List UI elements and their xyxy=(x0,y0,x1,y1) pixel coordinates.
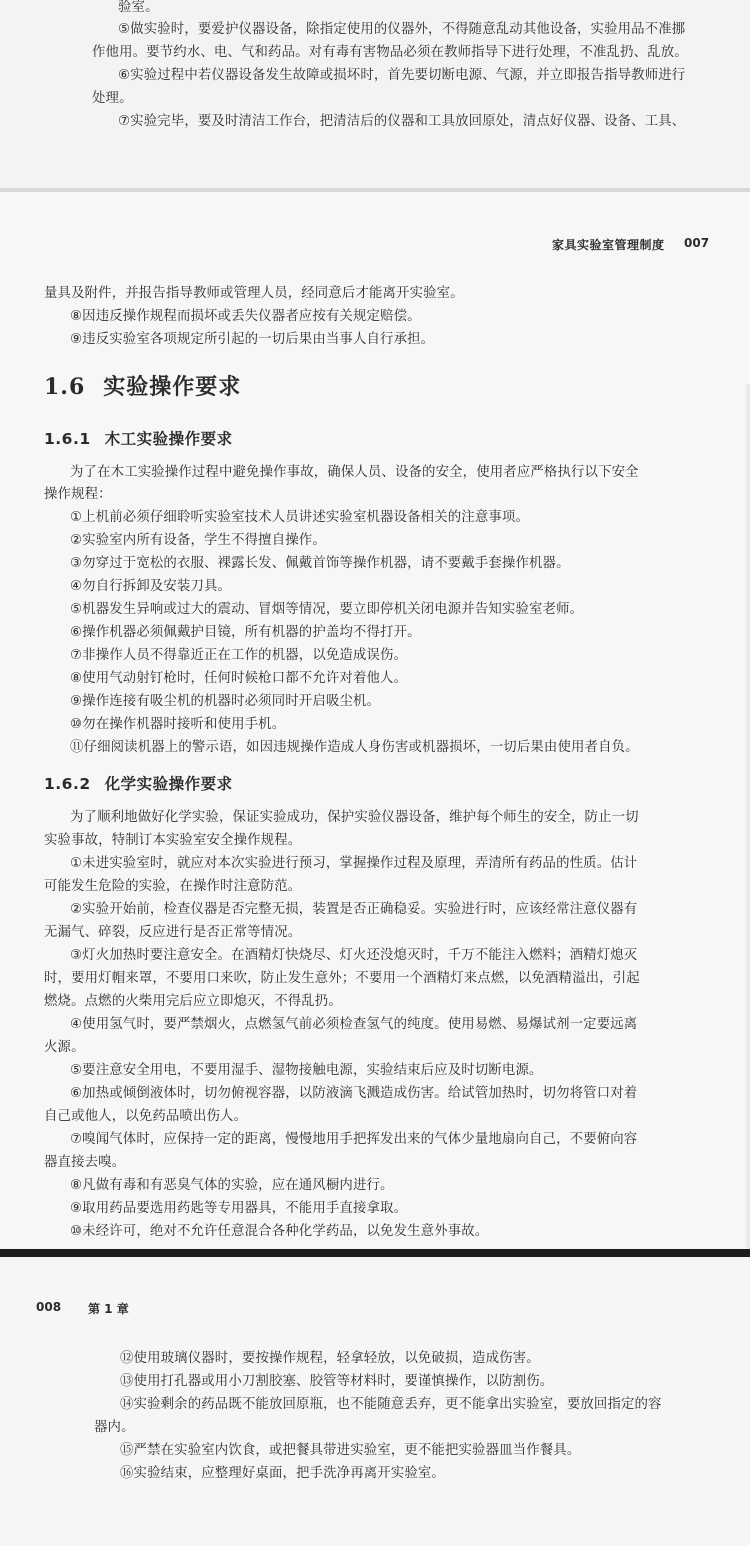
list-item: ③勿穿过于宽松的衣服、裸露长发、佩戴首饰等操作机器，请不要戴手套操作机器。 xyxy=(70,556,570,571)
list-item: ①未进实验室时，就应对本次实验进行预习，掌握操作过程及原理，弄清所有药品的性质。估计 xyxy=(70,856,638,871)
text-line: 燃烧。点燃的火柴用完后应立即熄灭，不得乱扔。 xyxy=(44,994,342,1009)
text-line: 自己或他人，以免药品喷出伤人。 xyxy=(44,1109,248,1124)
list-item: ⑫使用玻璃仪器时，要按操作规程，轻拿轻放，以免破损，造成伤害。 xyxy=(120,1351,540,1366)
text-line: ⑧因违反操作规程而损坏或丢失仪器者应按有关规定赔偿。 xyxy=(70,309,421,324)
top-page-fragment xyxy=(0,0,750,188)
section-number: 1.6 xyxy=(44,374,86,400)
text-line: 量具及附件，并报告指导教师或管理人员，经同意后才能离开实验室。 xyxy=(44,286,464,301)
page-divider xyxy=(0,1249,750,1257)
list-item: ⑥加热或倾倒液体时，切勿俯视容器，以防液滴飞溅造成伤害。给试管加热时，切勿将管口对着 xyxy=(70,1086,638,1101)
text-line: 实验事故，特制订本实验室安全操作规程。 xyxy=(44,833,302,848)
page-number: 007 xyxy=(684,236,710,250)
text-line: 操作规程： xyxy=(44,487,112,502)
list-item: ⑯实验结束，应整理好桌面，把手洗净再离开实验室。 xyxy=(120,1466,445,1481)
chapter-label: 第 1 章 xyxy=(88,1302,129,1316)
text-line: 处理。 xyxy=(92,91,133,106)
list-item: ①上机前必须仔细聆听实验室技术人员讲述实验室机器设备相关的注意事项。 xyxy=(70,510,529,525)
page-edge-shadow xyxy=(744,384,750,1249)
text-line: 无漏气、碎裂，反应进行是否正常等情况。 xyxy=(44,925,302,940)
text-line: 火源。 xyxy=(44,1040,85,1055)
section-title: 实验操作要求 xyxy=(103,375,242,400)
text-line: ⑦实验完毕，要及时清洁工作台，把清洁后的仪器和工具放回原处，清点好仪器、设备、工具、 xyxy=(118,114,686,129)
list-item: ⑩未经许可，绝对不允许任意混合各种化学药品，以免发生意外事故。 xyxy=(70,1224,489,1239)
list-item: ⑬使用打孔器或用小刀割胶塞、胶管等材料时，要谨慎操作，以防割伤。 xyxy=(120,1374,554,1389)
subsection-heading xyxy=(44,772,233,794)
text-line: ⑥实验过程中若仪器设备发生故障或损坏时，首先要切断电源、气源，并立即报告指导教师进行 xyxy=(118,68,686,83)
list-item: ⑩勿在操作机器时接听和使用手机。 xyxy=(70,717,286,732)
text-line: 验室。 xyxy=(118,0,159,15)
text-line: ⑨违反实验室各项规定所引起的一切后果由当事人自行承担。 xyxy=(70,332,435,347)
text-line: ⑤做实验时，要爱护仪器设备，除指定使用的仪器外，不得随意乱动其他设备，实验用品不准挪 xyxy=(118,22,686,37)
list-item: ④使用氢气时，要严禁烟火，点燃氢气前必须检查氢气的纯度。使用易燃、易爆试剂一定要远离 xyxy=(70,1017,638,1032)
list-item: ④勿自行拆卸及安装刀具。 xyxy=(70,579,232,594)
subsection-number: 1.6.1 xyxy=(44,430,91,448)
text-line: 器直接去嗅。 xyxy=(44,1155,126,1170)
list-item: ⑤要注意安全用电，不要用湿手、湿物接触电源，实验结束后应及时切断电源。 xyxy=(70,1063,543,1078)
list-item: ⑮严禁在实验室内饮食，或把餐具带进实验室，更不能把实验器皿当作餐具。 xyxy=(120,1443,581,1458)
list-item: ⑥操作机器必须佩戴护目镜，所有机器的护盖均不得打开。 xyxy=(70,625,421,640)
page-number: 008 xyxy=(36,1300,62,1314)
text-line: 时，要用灯帽来罩，不要用口来吹，防止发生意外；不要用一个酒精灯来点燃，以免酒精溢出，引起 xyxy=(44,971,640,986)
text-line: 作他用。要节约水、电、气和药品。对有毒有害物品必须在教师指导下进行处理，不准乱扔、乱放。 xyxy=(92,45,688,60)
list-item: ⑧使用气动射钉枪时，任何时候枪口都不允许对着他人。 xyxy=(70,671,408,686)
list-item: ②实验室内所有设备，学生不得擅自操作。 xyxy=(70,533,326,548)
list-item: ⑪仔细阅读机器上的警示语，如因违规操作造成人身伤害或机器损坏，一切后果由使用者自负。 xyxy=(70,740,639,755)
list-item: ⑤机器发生异响或过大的震动、冒烟等情况，要立即停机关闭电源并告知实验室老师。 xyxy=(70,602,584,617)
subsection-number: 1.6.2 xyxy=(44,775,91,793)
section-heading xyxy=(44,370,241,401)
subsection-heading xyxy=(44,427,233,449)
list-item: ⑦嗅闻气体时，应保持一定的距离，慢慢地用手把挥发出来的气体少量地扇向自己，不要俯向容 xyxy=(70,1132,638,1147)
list-item: ⑭实验剩余的药品既不能放回原瓶，也不能随意丢弃，更不能拿出实验室，要放回指定的容 xyxy=(120,1397,662,1412)
text-line: 可能发生危险的实验，在操作时注意防范。 xyxy=(44,879,302,894)
list-item: ②实验开始前，检查仪器是否完整无损，装置是否正确稳妥。实验进行时，应该经常注意仪器有 xyxy=(70,902,638,917)
list-item: ⑦非操作人员不得靠近正在工作的机器，以免造成误伤。 xyxy=(70,648,408,663)
text-line: 器内。 xyxy=(94,1420,135,1435)
list-item: ⑨取用药品要选用药匙等专用器具，不能用手直接拿取。 xyxy=(70,1201,408,1216)
running-header: 家具实验室管理制度 xyxy=(552,238,665,252)
list-item: ⑨操作连接有吸尘机的机器时必须同时开启吸尘机。 xyxy=(70,694,381,709)
list-item: ③灯火加热时要注意安全。在酒精灯快烧尽、灯火还没熄灭时，千万不能注入燃料；酒精灯熄灭 xyxy=(70,948,638,963)
list-item: ⑧凡做有毒和有恶臭气体的实验，应在通风橱内进行。 xyxy=(70,1178,394,1193)
text-line: 为了在木工实验操作过程中避免操作事故，确保人员、设备的安全，使用者应严格执行以下安全 xyxy=(70,465,639,480)
text-line: 为了顺利地做好化学实验，保证实验成功，保护实验仪器设备，维护每个师生的安全，防止一切 xyxy=(70,810,639,825)
subsection-title: 化学实验操作要求 xyxy=(104,775,233,793)
subsection-title: 木工实验操作要求 xyxy=(104,430,233,448)
